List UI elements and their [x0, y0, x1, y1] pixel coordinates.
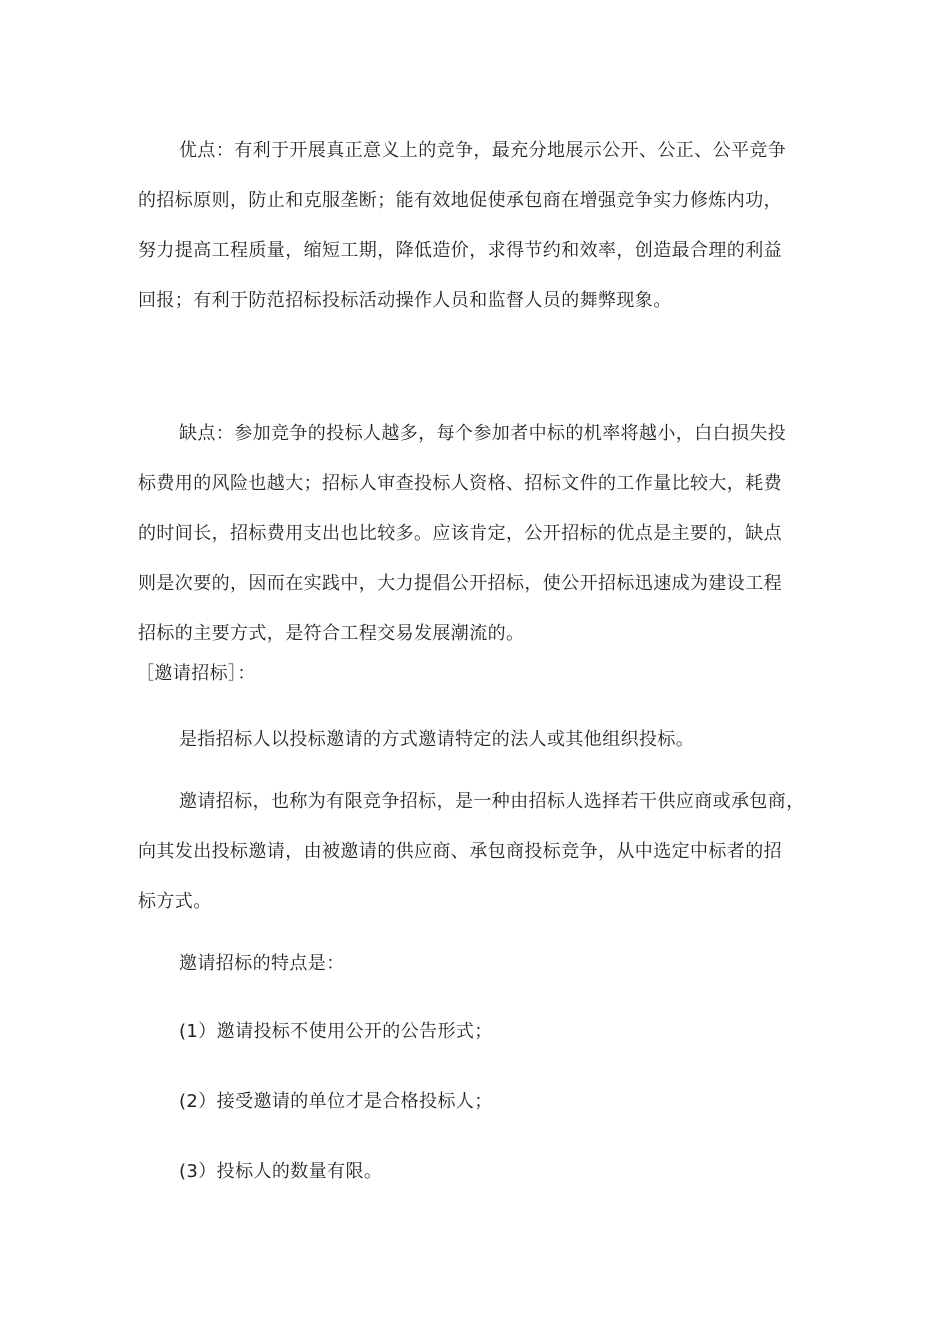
feature-item-2: (2）接受邀请的单位才是合格投标人；: [179, 1091, 493, 1112]
cons-line-4: 则是次要的，因而在实践中，大力提倡公开招标，使公开招标迅速成为建设工程: [138, 573, 782, 594]
definition-line: 是指招标人以投标邀请的方式邀请特定的法人或其他组织投标。: [179, 729, 695, 750]
section-heading: ［邀请招标］：: [136, 663, 256, 684]
pros-line-1: 优点：有利于开展真正意义上的竞争，最充分地展示公开、公正、公平竞争: [179, 140, 787, 161]
feature-item-3: (3）投标人的数量有限。: [179, 1161, 383, 1182]
pros-line-4: 回报；有利于防范招标投标活动操作人员和监督人员的舞弊现象。: [138, 290, 672, 311]
invite-line-2: 向其发出投标邀请，由被邀请的供应商、承包商投标竞争，从中选定中标者的招: [138, 841, 782, 862]
cons-line-5: 招标的主要方式，是符合工程交易发展潮流的。: [138, 623, 525, 644]
features-intro: 邀请招标的特点是：: [179, 953, 345, 974]
pros-line-2: 的招标原则，防止和克服垄断；能有效地促使承包商在增强竞争实力修炼内功，: [138, 190, 782, 211]
pros-line-3: 努力提高工程质量，缩短工期，降低造价，求得节约和效率，创造最合理的利益: [138, 240, 782, 261]
cons-line-3: 的时间长，招标费用支出也比较多。应该肯定，公开招标的优点是主要的，缺点: [138, 523, 782, 544]
feature-item-1: (1）邀请投标不使用公开的公告形式；: [179, 1021, 493, 1042]
cons-line-2: 标费用的风险也越大；招标人审查投标人资格、招标文件的工作量比较大，耗费: [138, 473, 782, 494]
invite-line-3: 标方式。: [138, 891, 212, 912]
invite-line-1: 邀请招标，也称为有限竞争招标，是一种由招标人选择若干供应商或承包商，: [179, 791, 805, 812]
cons-line-1: 缺点：参加竞争的投标人越多，每个参加者中标的机率将越小，白白损失投: [179, 423, 787, 444]
